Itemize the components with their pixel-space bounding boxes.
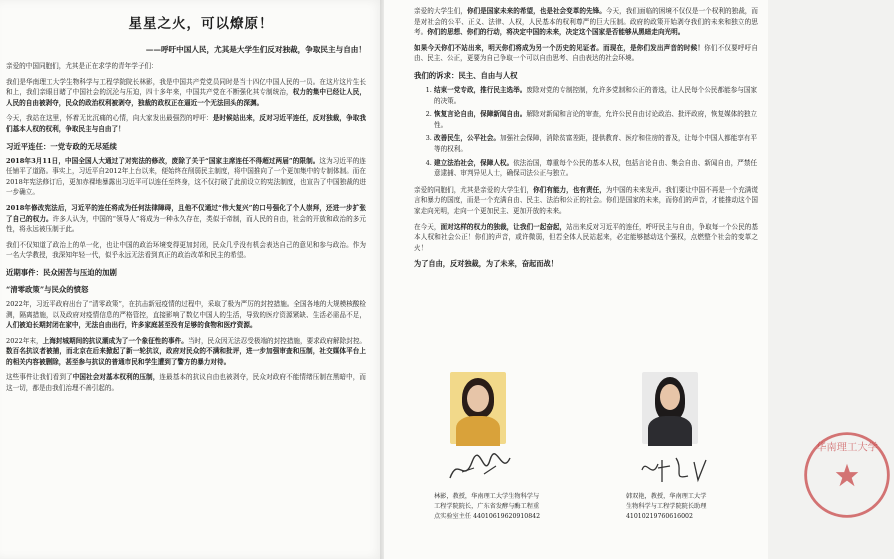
section-heading-1: 习近平连任：一党专政的无尽延续 [6, 141, 117, 151]
appeal-paragraph: 亲爱的同胞们，尤其是亲爱的大学生们，你们有能力，也有责任，为中国的未来发声。我们要让中国不再是一个充满谎言和暴力的国度，而是一个充满自由、民主、法治和公正的社会。你们是国家的未来，而你们的声音，才能推动这个国家走向光明，走向一个更加民主、更加开放的未来。 [414, 185, 759, 215]
demand-item: 1. 结束一党专政，推行民主选举。废除对党的专制控制，允许多党制和公正的普选，让人民每个公民都能参与国家的决策。 [434, 85, 758, 106]
today-paragraph: 在今天，面对这样的权力的独裁，让我们一起奋起，站出来反对习近平的连任，呼吁民主与自由，争取每一个公民的基本人权和社会公正！你们的声音，或许微弱，但若全体人民站起来，必定能够撼动这个强权，点燃整个社会的变革之火！ [414, 222, 759, 252]
section-2-paragraph-3: 这些事件让我们看到了中国社会对基本权利的压制，连最基本的抗议自由也被剥夺，民众对政府不能情绪压制在黑暗中，而这一切，都是由我们治理不善引起的。 [6, 373, 367, 393]
intro-paragraph-2: 今天，我站在这里，怀着无比沉痛的心情，向大家发出最强烈的呼吁：是时候站出来，反对习近平连任，反对独裁，争取我们基本人权的权利，争取民主与自由了！ [6, 114, 367, 133]
demand-item: 2. 恢复言论自由，保障新闻自由。解除对新闻和言论的审查，允许公民自由讨论政治、批评政府，恢复媒体的独立性。 [434, 109, 758, 130]
signature-2 [636, 450, 776, 490]
right-page [384, 0, 878, 559]
portrait-photo [642, 372, 698, 444]
demand-item: 4. 建立法治社会，保障人权。依法治国，尊重每个公民的基本人权，包括言论自由、集会自由、新闻自由，严禁任意逮捕、审判异见人士，确保司法公正与独立。 [434, 158, 758, 179]
demands-list [414, 85, 758, 179]
section-heading-2: 近期事件：民众困苦与压迫的加剧 [6, 267, 117, 277]
section-1-paragraph-3: 我们不仅知道了政治上的单一化，也让中国的政治环境变得更加封闭，民众几乎没有机会表达自己的意见和参与政治。作为一名大学教授，我深知年轻一代，似乎永远无法看到真正的政治改革和民主的希望。 [6, 240, 366, 260]
signatory-1-caption: 林影，教授，华南理工大学生物科学与 工程学院院长，广东省发酵与酶工程重 点实验室主任 44010619620910842 [434, 493, 541, 520]
section-1-paragraph-1: 2018年3月11日，中国全国人大通过了对宪法的修改，废除了关于“国家主席连任不得超过两届”的限制。这为习近平的连任铺平了道路。事实上，习近平自2012年上台以来，便始终在削弱民主制度，将中国推向了一个更加集中的专制体制。而在2018年宪法修订后，更加赤裸地暴露出习近平可以连任至终身，这不仅打破了此前设立的宪法制度，也宣告了中国独裁的进一步确立。 [6, 156, 367, 197]
demand-item: 3. 改善民生，公平社会。加强社会保障，消除贫富差距，提供教育、医疗和住房的普及，让每个中国人都能享有平等的权利。 [434, 133, 758, 154]
greeting: 亲爱的中国同胞们，尤其是正在求学的青年学子们： [6, 62, 158, 70]
section-1-paragraph-2: 2018年修改宪法后，习近平的连任将成为任何法律障碍，且他不仅通过“伟大复兴”的口号强化了个人崇拜，还进一步扩张了自己的权力。许多人认为，中国的“领导人”将成为一种永久存在，类似于帝制，而人民的自由，社会的开放和政治的多元性，将永远被压制于此。 [6, 203, 366, 234]
students-paragraph: 亲爱的大学生们，你们是国家未来的希望，也是社会变革的先锋。今天，我们面临的困境不仅仅是一个权利的独裁，而是对社会的公平、正义、法律、人权，人民基本的权利尊严的巨大压制。政府的政策开始剥夺我们的未来和独立的思考。你们的思想、你们的行动，将决定中国的未来，决定这个国家是否能够从黑暗走向光明。 [414, 7, 759, 37]
signatory-2-caption: 韩双艳，教授，华南理工大学 生物科学与工程学院院长助理 41010219760616002 [626, 493, 707, 520]
signatories [414, 372, 878, 556]
section-heading-3: 我们的诉求：民主、自由与人权 [414, 70, 518, 80]
call-paragraph: 如果今天你们不站出来，明天你们将成为另一个历史的见证者。而现在，是你们发出声音的时候！你们不仅要呼吁自由、民主、公正，更要为自己争取一个可以自由思考、自由表达的社会环境。 [414, 43, 759, 63]
signature-1 [444, 450, 584, 490]
section-2-paragraph-2: 2022年末，上海封城期间的抗议潮成为了一个象征性的事件。当时，民众因无法忍受极端的封控措施，要求政府解除封控。数百名抗议者被捕，而北京在后来掀起了新一轮抗议，政府对民众的不满和批评，进一步加强审查和压制，社交媒体平台上的相关内容被删除，甚至参与抗议的普通市民和学生遭到了警方的暴力对待。 [6, 336, 367, 366]
closing-slogan: 为了自由，反对独裁，为了未来，奋起而战！ [414, 259, 558, 269]
left-page [0, 0, 384, 559]
document-subtitle: ——呼吁中国人民，尤其是大学生们反对独裁，争取民主与自由！ [145, 45, 366, 54]
section-2-paragraph-1: 2022年，习近平政府出台了“清零政策”，在抗击新冠疫情的过程中，采取了极为严厉的封控措施。全国各地的大规模核酸检测，隔离措施，以及政府对疫情信息的严格管控，直接影响了数亿中国人的生活，导致的医疗资源紧缺、生活必需品不足，人们被迫长期封闭在家中，无法自由出行，许多家庭甚至没有足够的食物和医疗资源。 [6, 299, 366, 330]
document-title: 星星之火，可以燎原！ [128, 16, 274, 32]
official-seal-icon [800, 428, 894, 522]
signatory-1 [434, 372, 584, 521]
svg-text:华南理工大学: 华南理工大学 [816, 441, 878, 454]
section-subheading-2b: “清零政策”与民众的愤怒 [6, 284, 89, 294]
portrait-photo [450, 372, 506, 444]
intro-paragraph-1: 我们是华南理工大学生物科学与工程学院院长林影，我是中国共产党党员同时是当十四亿中国人民的一员。在这片这片生长和上，我们亲眼目睹了中国社会的沉沦与压迫，四十多年来，中国共产党在不断强化其专制统治，权力的集中已经让人民，人民的自由被剥夺，民众的政治权利被剥夺，独裁的政权正在逼近一个无法回头的深渊。 [6, 77, 367, 107]
signatory-2 [626, 372, 878, 521]
